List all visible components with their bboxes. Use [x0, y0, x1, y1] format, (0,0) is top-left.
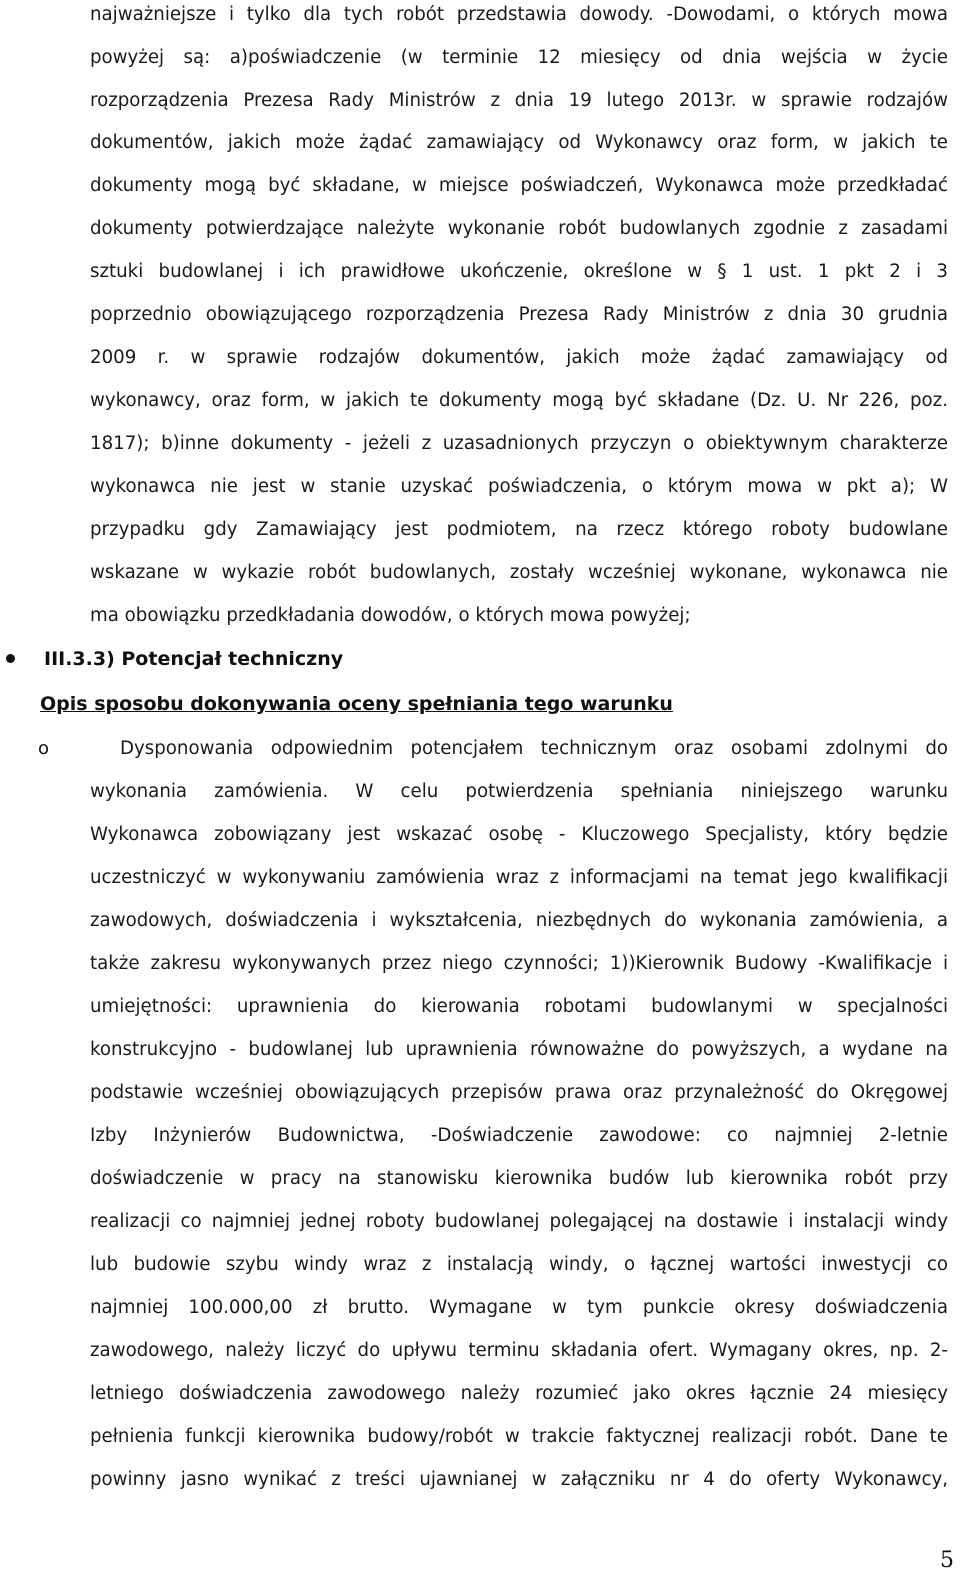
section-heading: III.3.3) Potencjał techniczny [44, 648, 344, 670]
text-line: dokumenty mogą być składane, w miejsce poświadczeń, Wykonawca może przedkładać [90, 175, 948, 196]
text-line: najmniej 100.000,00 zł brutto. Wymagane w tym punkcie okresy doświadczenia [90, 1297, 948, 1318]
text-line: dokumentów, jakich może żądać zamawiający od Wykonawcy oraz form, w jakich te [90, 132, 948, 153]
text-line: wykonania zamówienia. W celu potwierdzenia spełniania niniejszego warunku [90, 781, 948, 802]
list-marker-icon: o [38, 738, 50, 759]
text-line: pełnienia funkcji kierownika budowy/robót w trakcie faktycznej realizacji robót. Dane te [90, 1426, 948, 1447]
text-line: letniego doświadczenia zawodowego należy rozumieć jako okres łącznie 24 miesięcy [90, 1383, 948, 1404]
text-line: rozporządzenia Prezesa Rady Ministrów z dnia 19 lutego 2013r. w sprawie rodzajów [90, 90, 948, 111]
text-line: także zakresu wykonywanych przez niego czynności; 1))Kierownik Budowy -Kwalifikacje i [90, 953, 948, 974]
text-line: powinny jasno wynikać z treści ujawnianej w załączniku nr 4 do oferty Wykonawcy, [90, 1469, 948, 1490]
text-line: najważniejsze i tylko dla tych robót przedstawia dowody. -Dowodami, o których mowa [90, 4, 948, 25]
text-line: wykonawcy, oraz form, w jakich te dokumenty mogą być składane (Dz. U. Nr 226, poz. [90, 390, 948, 411]
subheading: Opis sposobu dokonywania oceny spełniania tego warunku [40, 693, 673, 715]
text-line: 2009 r. w sprawie rodzajów dokumentów, jakich może żądać zamawiający od [90, 347, 948, 368]
bullet-icon [6, 654, 15, 663]
text-line: wykonawca nie jest w stanie uzyskać poświadczenia, o którym mowa w pkt a); W [90, 476, 948, 497]
text-line: dokumenty potwierdzające należyte wykonanie robót budowlanych zgodnie z zasadami [90, 218, 948, 239]
text-line: Izby Inżynierów Budownictwa, -Doświadczenie zawodowe: co najmniej 2-letnie [90, 1125, 948, 1146]
text-line: doświadczenie w pracy na stanowisku kierownika budów lub kierownika robót przy [90, 1168, 948, 1189]
text-line: powyżej są: a)poświadczenie (w terminie 12 miesięcy od dnia wejścia w życie [90, 47, 948, 68]
text-line: ma obowiązku przedkładania dowodów, o których mowa powyżej; [90, 605, 691, 626]
text-line: uczestniczyć w wykonywaniu zamówienia wraz z informacjami na temat jego kwalifikacji [90, 867, 948, 888]
text-line: Dysponowania odpowiednim potencjałem technicznym oraz osobami zdolnymi do [120, 738, 948, 759]
text-line: lub budowie szybu windy wraz z instalacją windy, o łącznej wartości inwestycji co [90, 1254, 948, 1275]
text-line: wskazane w wykazie robót budowlanych, zostały wcześniej wykonane, wykonawca nie [90, 562, 948, 583]
text-line: podstawie wcześniej obowiązujących przepisów prawa oraz przynależność do Okręgowej [90, 1082, 948, 1103]
text-line: Wykonawca zobowiązany jest wskazać osobę - Kluczowego Specjalisty, który będzie [90, 824, 948, 845]
text-line: konstrukcyjno - budowlanej lub uprawnienia równoważne do powyższych, a wydane na [90, 1039, 948, 1060]
text-line: 1817); b)inne dokumenty - jeżeli z uzasadnionych przyczyn o obiektywnym charakterze [90, 433, 948, 454]
text-line: zawodowego, należy liczyć do upływu terminu składania ofert. Wymagany okres, np. 2- [90, 1340, 948, 1361]
text-line: sztuki budowlanej i ich prawidłowe ukończenie, określone w § 1 ust. 1 pkt 2 i 3 [90, 261, 948, 282]
text-line: realizacji co najmniej jednej roboty budowlanej polegającej na dostawie i instalacji windy [90, 1211, 948, 1232]
text-line: umiejętności: uprawnienia do kierowania robotami budowlanymi w specjalności [90, 996, 948, 1017]
page-number: 5 [940, 1548, 954, 1573]
text-line: poprzednio obowiązującego rozporządzenia Prezesa Rady Ministrów z dnia 30 grudnia [90, 304, 948, 325]
text-line: zawodowych, doświadczenia i wykształcenia, niezbędnych do wykonania zamówienia, a [90, 910, 948, 931]
text-line: przypadku gdy Zamawiający jest podmiotem, na rzecz którego roboty budowlane [90, 519, 948, 540]
